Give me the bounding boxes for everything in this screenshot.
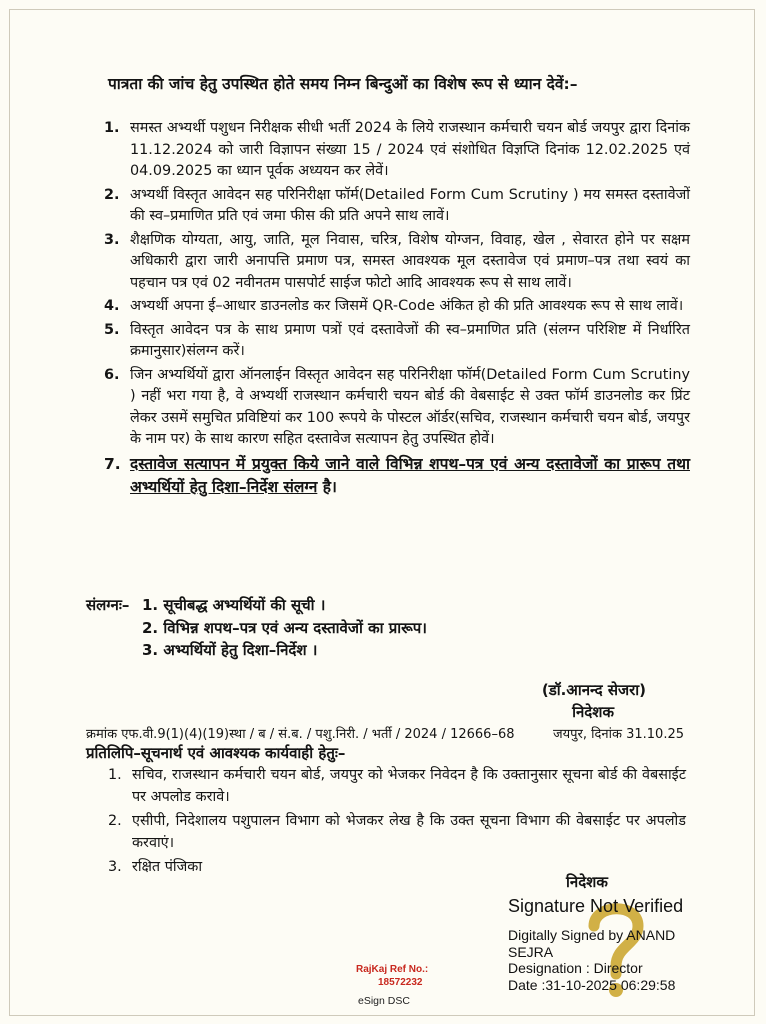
enclosures-label: संलग्नः– <box>86 596 130 614</box>
item-number: 1. <box>104 120 120 136</box>
list-item <box>104 296 690 318</box>
item-number: 7. <box>104 454 121 473</box>
item-text: जिन अभ्यर्थियों द्वारा ऑनलाईन विस्तृत आवेदन सह परिनिरीक्षा फॉर्म(Detailed Form Cum Scrutiny ) नहीं भरा गया है, वे अभ्यर्थी राजस्थान कर्मचारी चयन बोर्ड की वेबसाईट से उक्त फॉर्म डाउनलोड कर प्रिंट लेकर उसमें समुचित प्रविष्टियां कर 100 रूपये के पोस्टल ऑर्डर(सचिव, राजस्थान कर्मचारी चयन बोर्ड, जयपुर के नाम पर) के साथ कारण सहित दस्तावेज सत्यापन हेतु उपस्थित होवें। <box>130 366 690 447</box>
item-number: 3. <box>104 231 120 248</box>
item-number: 1. <box>108 767 122 783</box>
list-item <box>104 453 690 499</box>
item-text: अभ्यर्थी विस्तृत आवेदन सह परिनिरीक्षा फॉर्म(Detailed Form Cum Scrutiny ) मय समस्त दस्तावेजों की स्व–प्रमाणित प्रति एवं जमा फीस की प्रति अपने साथ लावें। <box>130 186 690 224</box>
page-heading: पात्रता की जांच हेतु उपस्थित होते समय निम्न बिन्दुओं का विशेष रूप से ध्यान देवें:– <box>108 75 578 93</box>
list-item <box>104 365 690 451</box>
list-item <box>104 118 690 183</box>
signature-date: Date :31-10-2025 06:29:58 <box>508 976 676 993</box>
signature-signed-by: Digitally Signed by ANAND <box>508 927 676 943</box>
enclosure-item: 1. सूचीबद्ध अभ्यर्थियों की सूची । <box>142 596 326 614</box>
copy-list <box>108 765 686 882</box>
reference-line <box>86 724 684 742</box>
enclosures-list <box>142 594 427 662</box>
item-number: 5. <box>104 321 120 338</box>
item-number: 3. <box>108 859 122 875</box>
list-item <box>104 185 690 228</box>
list-item <box>108 765 686 808</box>
signatory-title-2: निदेशक <box>566 873 608 891</box>
item-text: शैक्षणिक योग्यता, आयु, जाति, मूल निवास, चरित्र, विशेष योग्जन, विवाह, खेल , सेवारत होने पर सक्षम अधिकारी द्वारा जारी अनापत्ति प्रमाण पत्र, समस्त आवश्यक मूल दस्तावेज एवं प्रमाण–पत्र तथा स्वयं का पहचान पत्र एवं 02 नवीनतम पासपोर्ट साईज फोटो आदि आवश्यक रूप से साथ लावें। <box>130 231 690 291</box>
signatory-title: निदेशक <box>572 703 614 721</box>
rajkaj-ref-label: RajKaj Ref No.: <box>356 964 429 975</box>
digital-signature-block <box>508 896 683 993</box>
list-item <box>104 320 690 363</box>
item-text: एसीपी, निदेशालय पशुपालन विभाग को भेजकर लेख है कि उक्त सूचना विभाग की वेबसाईट पर अपलोड करवाएं। <box>132 813 686 851</box>
esign-label: eSign DSC <box>358 995 410 1007</box>
item-text-tail: है। <box>317 477 337 496</box>
reference-number: क्रमांक एफ.वी.9(1)(4)(19)स्था / ब / सं.ब. / पशु.निरी. / भर्ती / 2024 / 12666–68 <box>86 727 515 742</box>
item-text: अभ्यर्थी अपना ई–आधार डाउनलोड कर जिसमें QR-Code अंकित हो की प्रति आवश्यक रूप से साथ लावें। <box>130 298 684 314</box>
signature-designation: Designation : Director <box>508 960 643 976</box>
signature-status: Signature Not Verified <box>508 896 684 916</box>
item-text-underlined: दस्तावेज सत्यापन में प्रयुक्त किये जाने वाले विभिन्न शपथ–पत्र एवं अन्य दस्तावेजों का प्रारूप तथा अभ्यर्थियों हेतु दिशा–निर्देश संलग्न <box>130 454 690 496</box>
item-text: सचिव, राजस्थान कर्मचारी चयन बोर्ड, जयपुर को भेजकर निवेदन है कि उक्तानुसार सूचना बोर्ड की वेबसाईट पर अपलोड करावे। <box>132 767 686 805</box>
item-number: 2. <box>108 813 122 829</box>
rajkaj-ref-number: 18572232 <box>378 977 423 988</box>
signatory-name: (डॉ.आनन्द सेजरा) <box>541 681 646 699</box>
enclosure-item: 3. अभ्यर्थियों हेतु दिशा–निर्देश । <box>142 641 318 659</box>
signature-signer-surname: SEJRA <box>508 943 554 960</box>
item-number: 6. <box>104 366 120 383</box>
instructions-list <box>104 118 690 501</box>
item-number: 4. <box>104 298 120 314</box>
reference-place-date: जयपुर, दिनांक 31.10.25 <box>552 727 684 742</box>
copy-heading: प्रतिलिपि–सूचनार्थ एवं आवश्यक कार्यवाही हेतुः– <box>86 744 346 762</box>
list-item <box>108 811 686 854</box>
list-item <box>104 230 690 295</box>
enclosure-item: 2. विभिन्न शपथ–पत्र एवं अन्य दस्तावेजों का प्रारूप। <box>142 618 427 637</box>
item-number: 2. <box>104 186 120 203</box>
item-text: समस्त अभ्यर्थी पशुधन निरीक्षक सीधी भर्ती 2024 के लिये राजस्थान कर्मचारी चयन बोर्ड जयपुर द्वारा दिनांक 11.12.2024 को जारी विज्ञापन संख्या 15 / 2024 एवं संशोधित विज्ञप्ति दिनांक 12.02.2025 एवं 04.09.2025 का ध्यान पूर्वक अध्ययन कर लेवें। <box>130 120 690 179</box>
item-text: रक्षित पंजिका <box>132 859 203 875</box>
item-text: विस्तृत आवेदन पत्र के साथ प्रमाण पत्रों एवं दस्तावेजों की स्व–प्रमाणित प्रति (संलग्न परिशिष्ट में निर्धारित क्रमानुसार)संलग्न करें। <box>130 321 690 359</box>
